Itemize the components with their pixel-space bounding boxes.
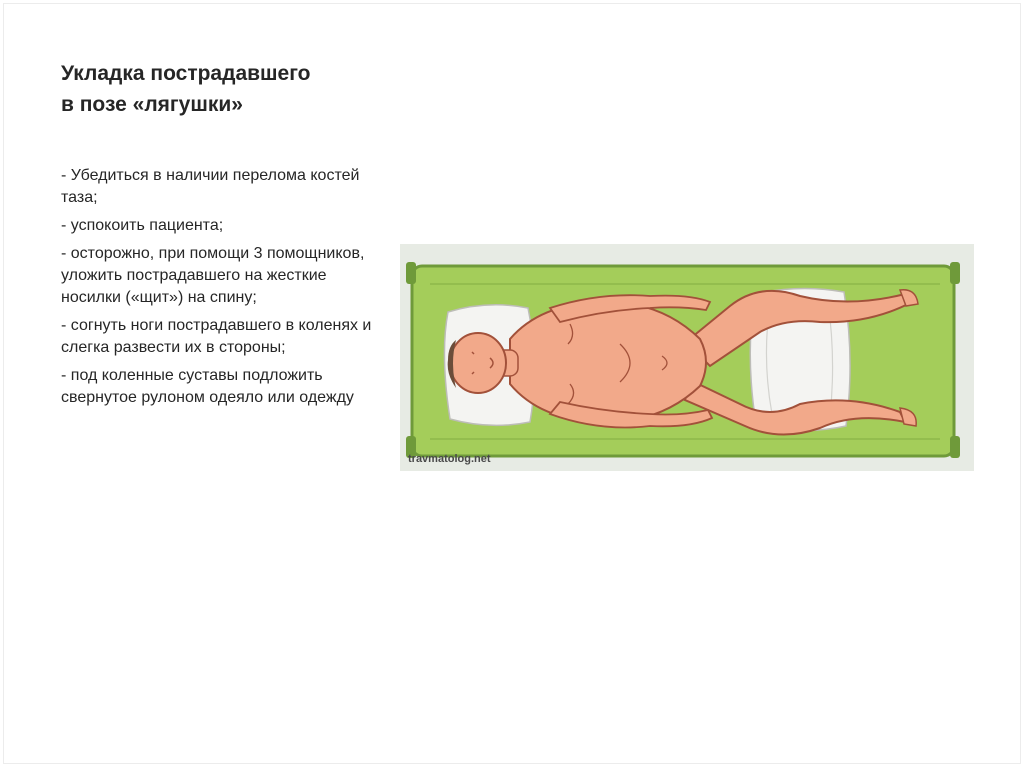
slide-title-line-2: в позе «лягушки»	[61, 93, 243, 116]
instruction-item: - успокоить пациента;	[61, 217, 224, 234]
instruction-list	[61, 165, 381, 415]
slide-title	[61, 58, 421, 120]
slide-title-line-1: Укладка пострадавшего	[61, 62, 311, 85]
frog-position-illustration	[400, 244, 974, 471]
instruction-item: - под коленные суставы подложить свернутое рулоном одеяло или одежду	[61, 367, 354, 406]
instruction-item: - осторожно, при помощи 3 помощников, уложить пострадавшего на жесткие носилки («щит») на спину;	[61, 245, 365, 306]
illustration-svg	[400, 244, 974, 471]
instruction-item: - Убедиться в наличии перелома костей таза;	[61, 167, 360, 206]
torso	[510, 302, 706, 422]
stretcher-handle	[406, 262, 416, 284]
stretcher-handle	[950, 436, 960, 458]
head	[450, 333, 506, 393]
stretcher-handle	[950, 262, 960, 284]
instruction-item: - согнуть ноги пострадавшего в коленях и слегка развести их в стороны;	[61, 317, 372, 356]
watermark-text: travmatolog.net	[408, 453, 491, 465]
